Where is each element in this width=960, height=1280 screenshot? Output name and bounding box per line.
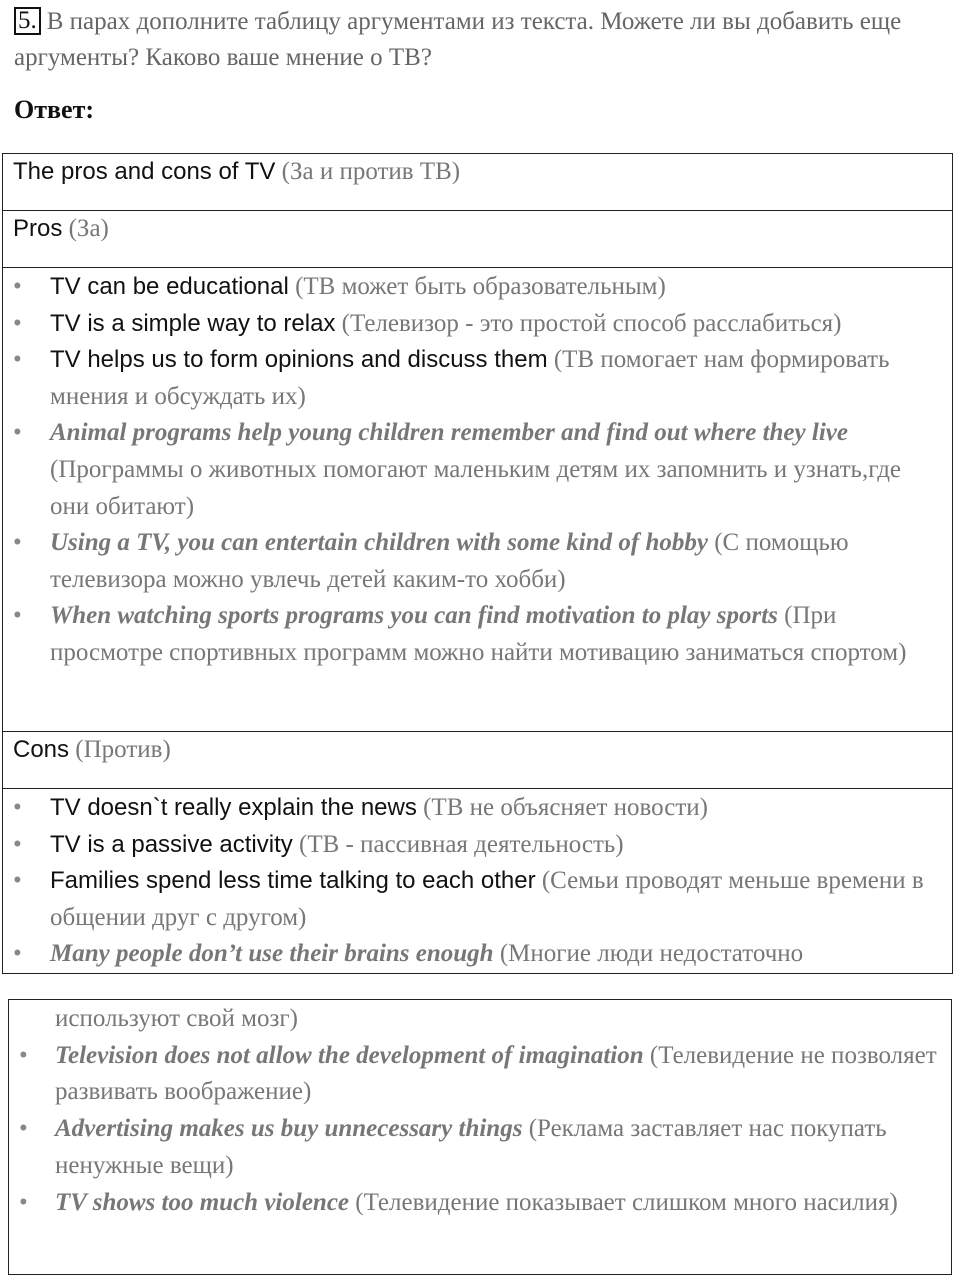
task-number: 5. [14,7,41,35]
pros-header: Pros [13,215,63,242]
argument-english: TV doesn`t really explain the news [50,794,417,821]
argument-translation: (Реклама заставляет нас покупать ненужные вещи) [55,1115,887,1179]
argument-english: TV shows too much violence [55,1188,350,1216]
argument-english: Television does not allow the development of imagination [55,1041,644,1069]
argument-translation: (Семьи проводят меньше времени в общении друг с другом) [50,867,924,931]
table-title: The pros and cons of TV [13,158,276,185]
argument-english: When watching sports programs you can find motivation to play sports [50,602,778,630]
argument-english: Many people don’t use their brains enough [50,940,494,968]
task-text: В парах дополните таблицу аргументами из текста. Можете ли вы добавить еще аргументы? Каково ваше мнение о ТВ? [14,8,902,71]
list-item [13,936,942,973]
list-item [13,827,942,864]
cons-list [13,790,942,973]
argument-english: Animal programs help young children remember and find out where they live [50,419,848,447]
continuation-box [8,999,952,1275]
argument-english: Advertising makes us buy unnecessary things [55,1115,523,1143]
pros-cons-table [2,153,953,974]
argument-translation: (Телевизор - это простой способ расслабиться) [341,309,842,337]
cons-header: Cons [13,736,70,763]
table-title-cell [3,154,953,211]
list-item [13,415,942,525]
argument-translation: (Многие люди недостаточно [499,940,804,968]
argument-english: TV is a passive activity [50,830,293,858]
argument-english: TV can be educational [50,273,289,300]
answer-label: Ответ: [14,95,95,124]
cons-header-translation: (Против) [75,736,171,763]
argument-english: TV helps us to form opinions and discuss them [50,346,548,374]
argument-translation: (ТВ может быть образовательным) [295,273,666,300]
list-item [19,1185,941,1222]
pros-header-translation: (За) [68,215,109,242]
cons-header-cell [3,732,953,789]
argument-translation: (Программы о животных помогают маленьким детям их запомнить и узнать,где они обитают) [50,455,902,520]
argument-translation: (ТВ помогает нам формировать мнения и обсуждать их) [50,346,890,410]
argument-english: Using a TV, you can entertain children with some kind of hobby [50,529,708,557]
argument-translation: (Телевидение показывает слишком много насилия) [355,1188,898,1216]
list-item [19,1111,941,1184]
argument-translation: (ТВ не объясняет новости) [423,794,708,821]
list-item [13,342,942,415]
continuation-first-line: используют свой мозг) [55,1005,298,1032]
list-item [13,269,942,306]
table-title-translation: (За и против ТВ) [281,158,461,185]
list-item [13,863,942,936]
list-item [13,598,942,671]
task-statement [14,4,944,76]
argument-translation: (С помощью телевизора можно увлечь детей каким-то хобби) [50,529,849,593]
argument-english: TV is a simple way to relax [50,309,336,337]
pros-list-cell [3,268,953,732]
list-item [13,306,942,343]
continuation-list [19,1038,941,1222]
list-item [19,1038,941,1111]
argument-english: Families spend less time talking to each other [50,867,536,895]
argument-translation: (Телевидение не позволяет развивать воображение) [55,1041,937,1106]
list-item [13,790,942,827]
pros-list [13,269,942,672]
list-item [13,525,942,598]
argument-translation: (При просмотре спортивных программ можно найти мотивацию заниматься спортом) [50,602,907,666]
argument-translation: (ТВ - пассивная деятельность) [299,830,624,858]
pros-header-cell [3,211,953,268]
cons-list-cell [3,789,953,974]
